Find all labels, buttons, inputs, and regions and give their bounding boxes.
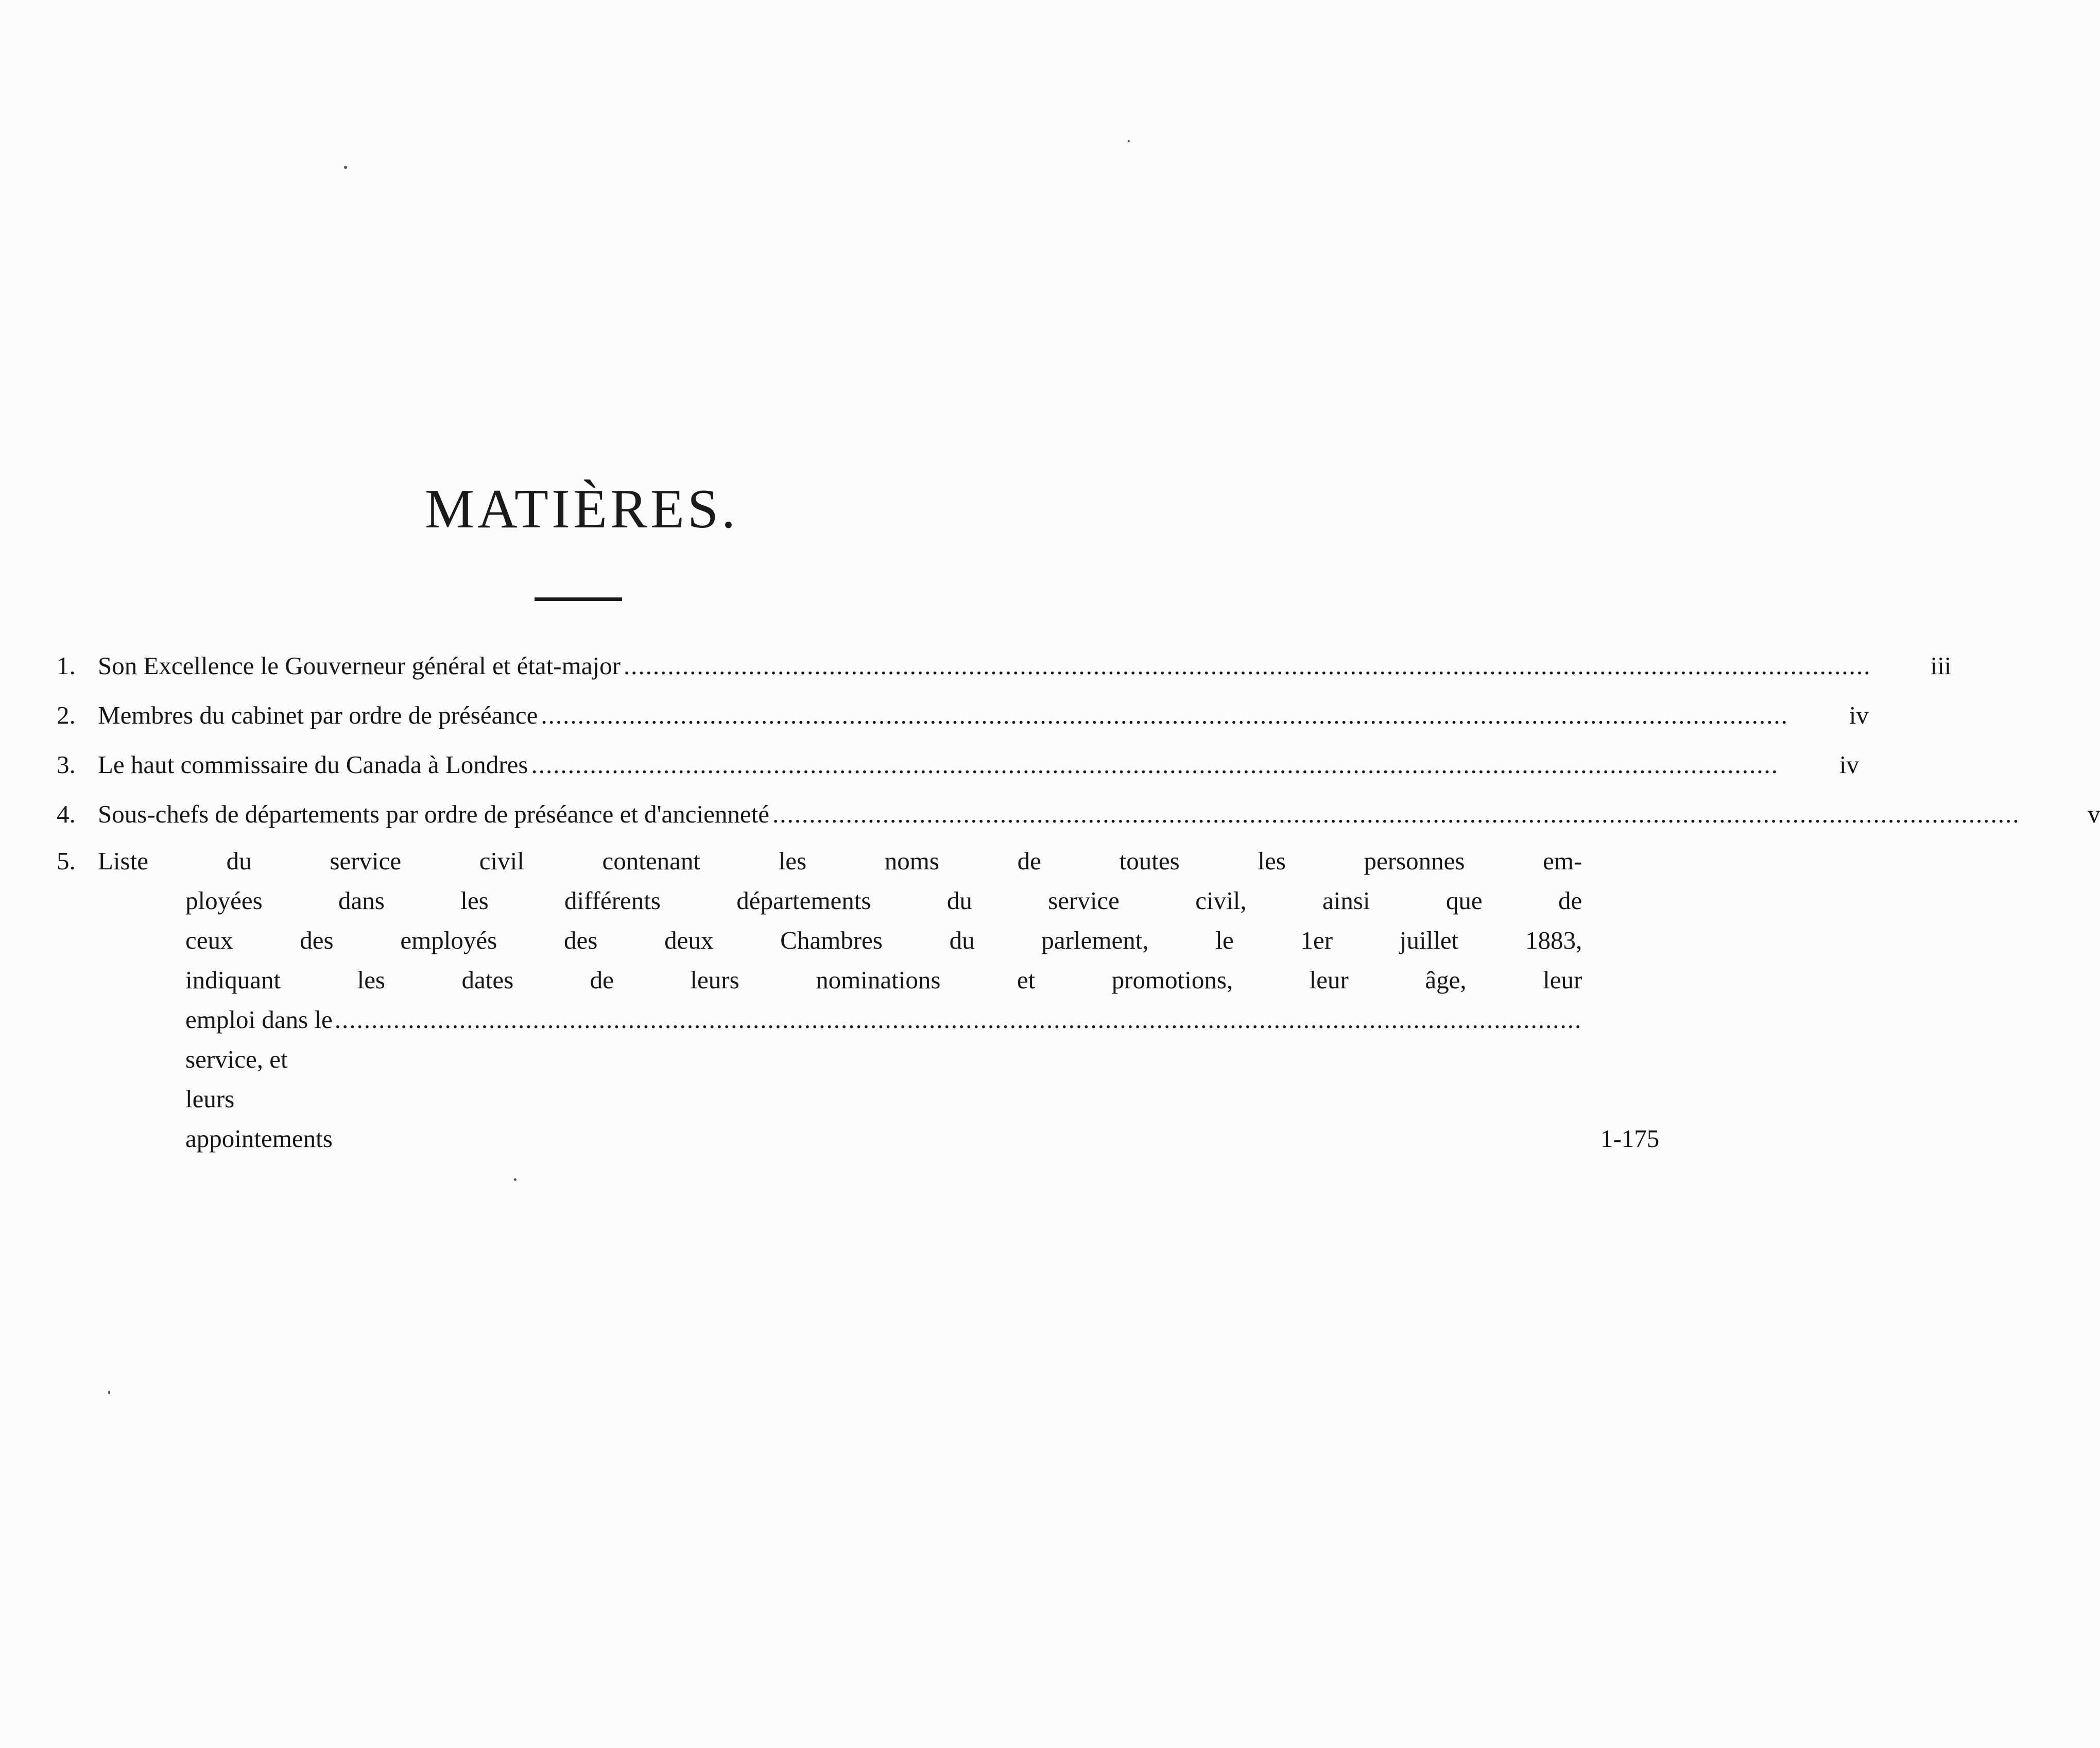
table-of-contents <box>57 641 2100 1158</box>
paper-speck <box>514 1178 517 1181</box>
entry-body <box>98 841 1659 1158</box>
entry-line-2: ployées dans les différents départements du service civil, ainsi que de <box>185 886 1582 915</box>
dot-leader <box>335 1000 1582 1039</box>
entry-number: 1. <box>57 652 76 680</box>
entry-line-1: Liste du service civil contenant les noms de toutes les personnes em- <box>98 847 1582 875</box>
toc-entry-2 <box>57 691 1869 740</box>
entry-page: iii <box>1930 652 1952 680</box>
entry-text: Le haut commissaire du Canada à Londres <box>98 750 528 779</box>
page-title: MATIÈRES. <box>424 478 739 540</box>
entry-number: 2. <box>57 701 76 729</box>
toc-entry-3 <box>57 740 1859 790</box>
paper-speck <box>108 1391 110 1394</box>
dot-leader <box>772 790 2020 839</box>
entry-page: iv <box>1839 750 1859 779</box>
dot-leader <box>541 691 1788 740</box>
entry-page: v <box>2087 800 2100 828</box>
title-rule <box>535 597 622 601</box>
entry-last-text: emploi dans le service, et leurs appointements <box>185 1005 333 1153</box>
paper-speck <box>344 166 347 169</box>
entry-text: Sous-chefs de départements par ordre de préséance et d'ancienneté <box>98 800 769 828</box>
entry-number: 3. <box>57 750 76 779</box>
entry-text: Membres du cabinet par ordre de préséance <box>98 701 538 729</box>
entry-line-5 <box>98 1000 1582 1158</box>
toc-entry-1 <box>57 641 1952 691</box>
toc-entry-5 <box>57 841 1660 1158</box>
entry-page: iv <box>1849 701 1869 729</box>
entry-page: 1-175 <box>1600 1124 1660 1153</box>
entry-number: 5. <box>57 847 76 875</box>
entry-text: Son Excellence le Gouverneur général et état-major <box>98 652 621 680</box>
entry-line-4: indiquant les dates de leurs nominations et promotions, leur âge, leur <box>185 966 1582 994</box>
entry-line-3: ceux des employés des deux Chambres du parlement, le 1er juillet 1883, <box>185 926 1582 954</box>
dot-leader <box>531 740 1779 790</box>
paper-speck <box>1128 140 1130 142</box>
dot-leader <box>624 641 1871 691</box>
toc-entry-4 <box>57 790 2100 839</box>
entry-number: 4. <box>57 800 76 828</box>
